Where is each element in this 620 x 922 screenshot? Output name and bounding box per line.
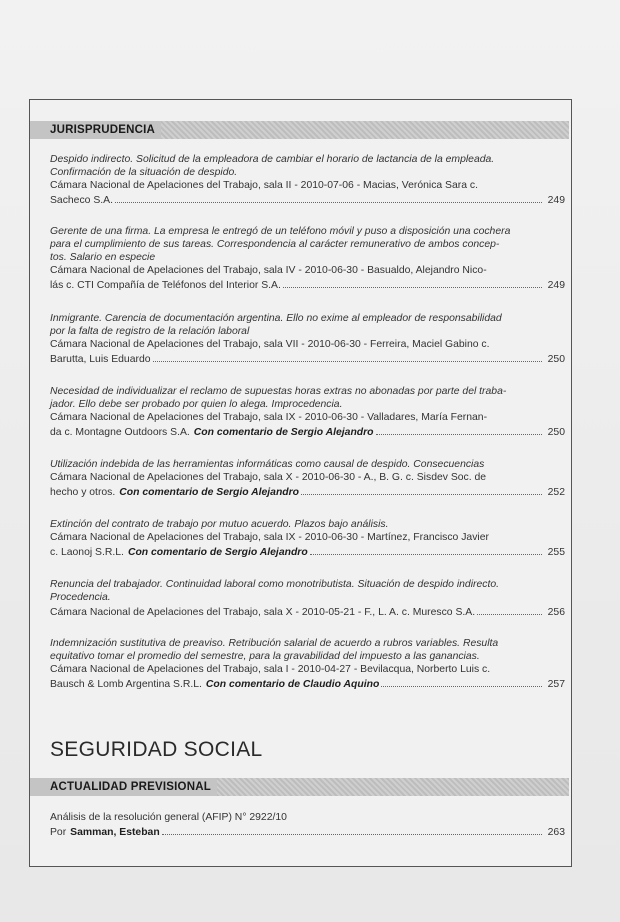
page-number: 249 [547, 195, 565, 207]
index-entry [50, 385, 565, 439]
citation-line: Cámara Nacional de Apelaciones del Trabajo, sala II - 2010-07-06 - Macias, Verónica Sara c. [50, 180, 478, 192]
dot-leader [381, 676, 541, 687]
index-entry [50, 578, 565, 619]
actualidad-previsional-label: ACTUALIDAD PREVISIONAL [30, 778, 217, 796]
summary-line: jador. Ello debe ser probado por quien lo alega. Improcedencia. [50, 399, 343, 411]
dot-leader [162, 824, 542, 835]
summary-line: por la falta de registro de la relación laboral [50, 326, 250, 338]
citation-line: Sacheco S.A. [50, 195, 113, 207]
summary-line: Renuncia del trabajador. Continuidad laboral como monotributista. Situación de despido indirecto. [50, 579, 499, 590]
citation-line: Cámara Nacional de Apelaciones del Trabajo, sala VII - 2010-06-30 - Ferreira, Maciel Gabino c. [50, 339, 490, 351]
entry-citation [50, 179, 565, 207]
summary-line: Necesidad de individualizar el reclamo de supuestas horas extras no abonadas por parte del traba- [50, 386, 507, 397]
entry-summary [50, 385, 565, 411]
index-entry [50, 518, 565, 559]
dot-leader [153, 351, 542, 362]
page-number: 255 [547, 547, 565, 559]
actualidad-previsional-header [30, 778, 569, 796]
summary-line: Extinción del contrato de trabajo por mutuo acuerdo. Plazos bajo análisis. [50, 519, 389, 530]
comment-author: Con comentario de Sergio Alejandro [193, 427, 374, 439]
page-number: 250 [547, 427, 565, 439]
citation-line: Cámara Nacional de Apelaciones del Trabajo, sala IX - 2010-06-30 - Martínez, Francisco Javier [50, 532, 489, 544]
summary-line: Indemnización sustitutiva de preaviso. Retribución salarial de acuerdo a rubros variables. Resulta [50, 638, 499, 649]
citation-final-line [50, 424, 565, 439]
dot-leader [301, 484, 542, 495]
entry-citation [50, 811, 565, 839]
dot-leader [310, 544, 542, 555]
citation-line: Cámara Nacional de Apelaciones del Trabajo, sala I - 2010-04-27 - Bevilacqua, Norberto Luis c. [50, 664, 491, 676]
citation-final-line [50, 824, 565, 839]
citation-line: Cámara Nacional de Apelaciones del Trabajo, sala IV - 2010-06-30 - Basualdo, Alejandro Nico- [50, 265, 487, 277]
citation-line: Barutta, Luis Eduardo [50, 354, 151, 366]
page-number: 249 [547, 280, 565, 292]
citation-final-line [50, 484, 565, 499]
citation-final-line [50, 544, 565, 559]
index-entry [50, 153, 565, 207]
comment-author: Con comentario de Claudio Aquino [205, 679, 380, 691]
dot-leader [115, 192, 542, 203]
summary-line: Gerente de una firma. La empresa le entregó de un teléfono móvil y puso a disposición una cochera [50, 226, 511, 237]
citation-line: c. Laonoj S.R.L. [50, 547, 124, 559]
entry-summary [50, 312, 565, 338]
summary-line: equitativo tomar el promedio del semestre, para la gravabilidad del impuesto a las ganancias. [50, 651, 480, 663]
citation-final-line [50, 351, 565, 366]
citation-line: Análisis de la resolución general (AFIP) N° 2922/10 [50, 812, 287, 823]
citation-line: Cámara Nacional de Apelaciones del Trabajo, sala X - 2010-06-30 - A., B. G. c. Sisdev Soc. de [50, 472, 487, 484]
entry-summary [50, 153, 565, 179]
summary-line: Confirmación de la situación de despido. [50, 167, 238, 179]
citation-line: Cámara Nacional de Apelaciones del Trabajo, sala X - 2010-05-21 - F., L. A. c. Muresco S.A. [50, 607, 476, 619]
article-author: Samman, Esteban [70, 827, 160, 839]
seguridad-social-heading: SEGURIDAD SOCIAL [50, 738, 263, 761]
dot-leader [376, 424, 542, 435]
entry-citation [50, 604, 565, 619]
entry-citation [50, 471, 565, 499]
entry-citation [50, 338, 565, 366]
index-frame [29, 99, 572, 867]
summary-line: para el cumplimiento de sus tareas. Correspondencia al carácter remunerativo de ambos concep- [50, 239, 500, 251]
entry-citation [50, 531, 565, 559]
page-number: 257 [547, 679, 565, 691]
index-entry [50, 225, 565, 292]
citation-line: hecho y otros. [50, 487, 116, 499]
summary-line: Procedencia. [50, 592, 111, 604]
page-number: 250 [547, 354, 565, 366]
entry-summary [50, 637, 565, 663]
summary-line: tos. Salario en especie [50, 252, 156, 264]
citation-final-line [50, 277, 565, 292]
entry-summary [50, 225, 565, 264]
page-number: 256 [547, 607, 565, 619]
page-number: 263 [547, 827, 565, 839]
index-entry [50, 312, 565, 366]
citation-line: da c. Montagne Outdoors S.A. [50, 427, 190, 439]
citation-line: lás c. CTI Compañía de Teléfonos del Interior S.A. [50, 280, 281, 292]
entry-summary [50, 518, 565, 531]
summary-line: Despido indirecto. Solicitud de la empleadora de cambiar el horario de lactancia de la empleada. [50, 154, 495, 165]
citation-line: Bausch & Lomb Argentina S.R.L. [50, 679, 202, 691]
entry-citation [50, 663, 565, 691]
jurisprudencia-header [30, 121, 569, 139]
summary-line: Utilización indebida de las herramientas informáticas como causal de despido. Consecuencias [50, 459, 485, 470]
by-prefix: Por [50, 827, 67, 839]
citation-final-line [50, 192, 565, 207]
citation-final-line [50, 604, 565, 619]
citation-final-line [50, 676, 565, 691]
summary-line: Inmigrante. Carencia de documentación argentina. Ello no exime al empleador de responsabilidad [50, 313, 502, 324]
page-number: 252 [547, 487, 565, 499]
jurisprudencia-label: JURISPRUDENCIA [30, 121, 161, 139]
entry-summary [50, 458, 565, 471]
index-entry [50, 811, 565, 839]
comment-author: Con comentario de Sergio Alejandro [119, 487, 300, 499]
comment-author: Con comentario de Sergio Alejandro [127, 547, 308, 559]
entry-summary [50, 578, 565, 604]
citation-line: Cámara Nacional de Apelaciones del Trabajo, sala IX - 2010-06-30 - Valladares, María Fernan- [50, 412, 488, 424]
dot-leader [477, 604, 542, 615]
entry-citation [50, 264, 565, 292]
index-entry [50, 458, 565, 499]
index-entry [50, 637, 565, 691]
dot-leader [283, 277, 542, 288]
entry-citation [50, 411, 565, 439]
